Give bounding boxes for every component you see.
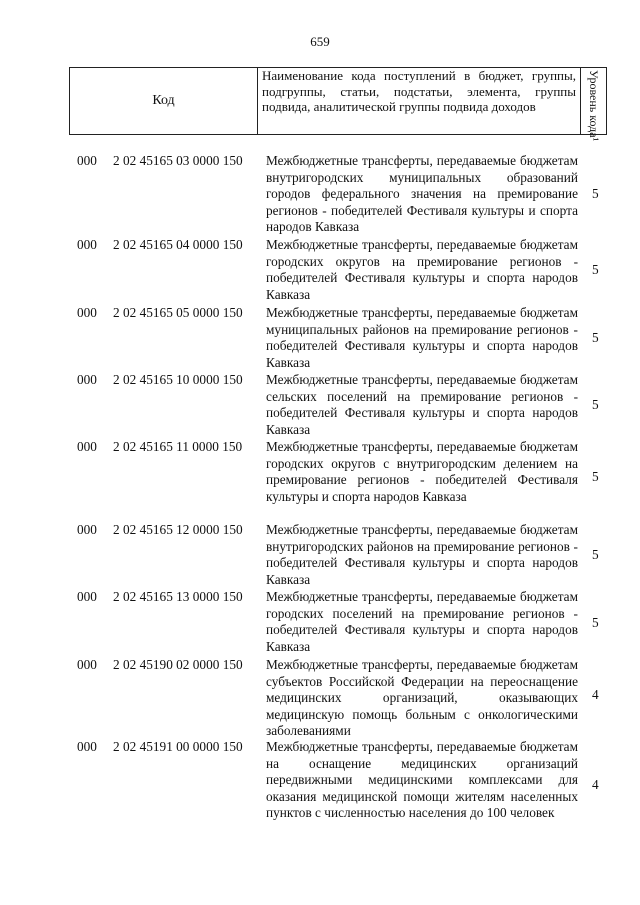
row-prefix: 000 xyxy=(77,439,97,454)
row-level: 5 xyxy=(592,397,599,412)
row-description: Межбюджетные трансферты, передаваемые бюджетам субъектов Российской Федерации на переоснащение медицинских организаций, оказывающих медицинскую помощь больным с онкологическими заболеваниями xyxy=(266,657,578,738)
row-level: 5 xyxy=(592,330,599,345)
row-description: Межбюджетные трансферты, передаваемые бюджетам внутригородских муниципальных образований городов федерального значения на премирование регионов - победителей Фестиваля культуры и спорта народов Кавказа xyxy=(266,153,578,234)
row-code: 2 02 45165 11 0000 150 xyxy=(113,439,243,454)
row-description: Межбюджетные трансферты, передаваемые бюджетам городских поселений на премирование регионов - победителей Фестиваля культуры и спорта народов Кавказа xyxy=(266,589,578,654)
row-prefix: 000 xyxy=(77,657,97,672)
row-code: 2 02 45190 02 0000 150 xyxy=(113,657,243,672)
row-code: 2 02 45165 12 0000 150 xyxy=(113,522,243,537)
row-code: 2 02 45165 04 0000 150 xyxy=(113,237,243,252)
row-description: Межбюджетные трансферты, передаваемые бюджетам внутригородских районов на премирование регионов - победителей Фестиваля культуры и спорта народов Кавказа xyxy=(266,522,578,587)
header-name-label: Наименование кода поступлений в бюджет, группы, подгруппы, статьи, подстатьи, элемента, группы подвида, аналитической группы подвида доходов xyxy=(258,68,581,134)
row-level: 5 xyxy=(592,262,599,277)
row-prefix: 000 xyxy=(77,305,97,320)
row-code: 2 02 45165 10 0000 150 xyxy=(113,372,243,387)
row-level: 5 xyxy=(592,186,599,201)
row-level: 4 xyxy=(592,687,599,702)
row-description: Межбюджетные трансферты, передаваемые бюджетам на оснащение медицинских организаций передвижными медицинскими комплексами для оказания медицинской помощи жителям населенных пунктов с численностью населения до 100 человек xyxy=(266,739,578,820)
row-prefix: 000 xyxy=(77,372,97,387)
row-code: 2 02 45191 00 0000 150 xyxy=(113,739,243,754)
row-prefix: 000 xyxy=(77,739,97,754)
row-description: Межбюджетные трансферты, передаваемые бюджетам муниципальных районов на премирование регионов - победителей Фестиваля культуры и спорта народов Кавказа xyxy=(266,305,578,370)
row-level: 5 xyxy=(592,615,599,630)
row-code: 2 02 45165 05 0000 150 xyxy=(113,305,243,320)
header-level-label: Уровень кода¹ xyxy=(587,70,601,142)
header-code-label: Код xyxy=(70,68,258,134)
row-code: 2 02 45165 03 0000 150 xyxy=(113,153,243,168)
row-description: Межбюджетные трансферты, передаваемые бюджетам сельских поселений на премирование регионов - победителей Фестиваля культуры и спорта народов Кавказа xyxy=(266,372,578,437)
row-prefix: 000 xyxy=(77,589,97,604)
header-level-cell xyxy=(581,68,607,142)
row-level: 4 xyxy=(592,777,599,792)
row-prefix: 000 xyxy=(77,522,97,537)
row-description: Межбюджетные трансферты, передаваемые бюджетам городских округов на премирование регионов - победителей Фестиваля культуры и спорта народов Кавказа xyxy=(266,237,578,302)
row-prefix: 000 xyxy=(77,153,97,168)
row-prefix: 000 xyxy=(77,237,97,252)
table-header xyxy=(69,67,607,142)
row-description: Межбюджетные трансферты, передаваемые бюджетам городских округов с внутригородским делением на премирование регионов - победителей Фестиваля культуры и спорта народов Кавказа xyxy=(266,439,578,504)
row-code: 2 02 45165 13 0000 150 xyxy=(113,589,243,604)
page-number: 659 xyxy=(310,34,330,49)
row-level: 5 xyxy=(592,469,599,484)
row-level: 5 xyxy=(592,547,599,562)
